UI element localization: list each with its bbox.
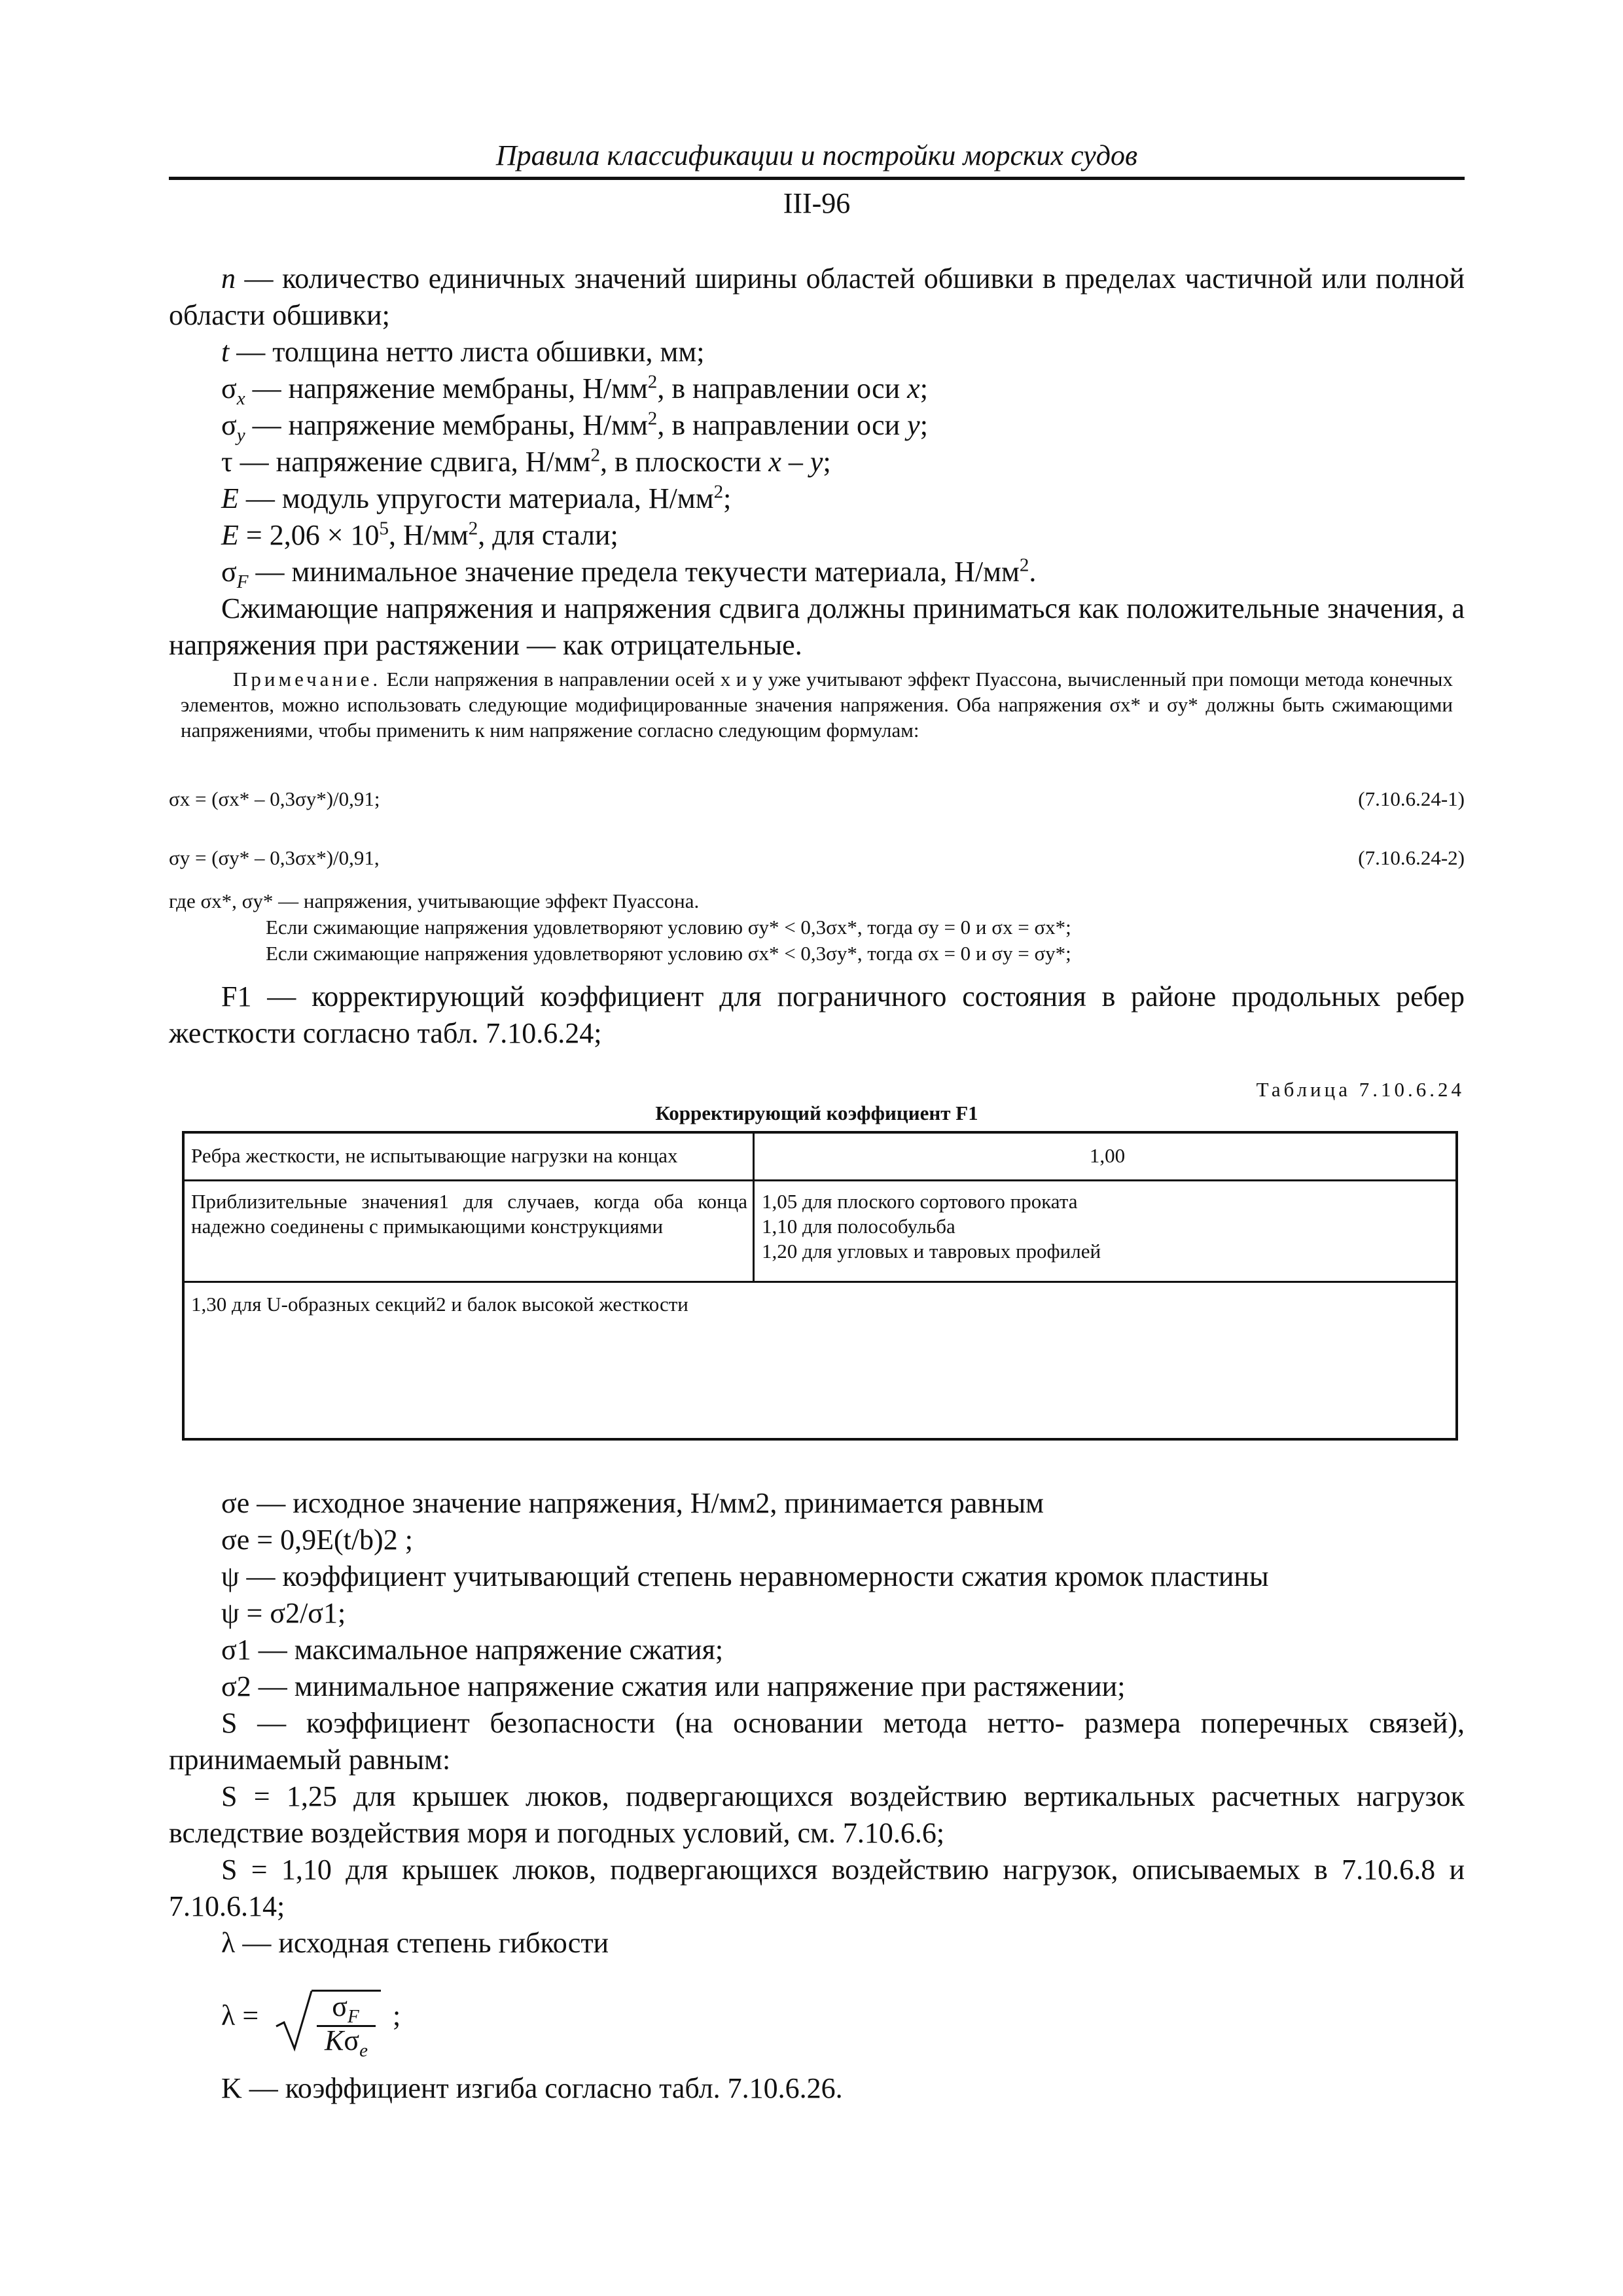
table-row-divider: [185, 1281, 1455, 1283]
note-condition-2: Если сжимающие напряжения удовлетворяют условию σx* < 0,3σy*, тогда σx = 0 и σy = σy*;: [266, 942, 1071, 965]
def-sigma-e: σe — исходное значение напряжения, Н/мм2, принимается равным: [221, 1487, 1044, 1519]
table-cell: [762, 1189, 1455, 1264]
table-cell: 1,00: [1089, 1144, 1126, 1167]
def-E-value: $E = 2,06 \times 10^5$, $Н/мм^2$, для стали;: [221, 518, 618, 551]
formula-lambda: λ = $\sigma_F$ $K\sigma_e$ ;: [221, 1983, 483, 2055]
header-rule: [169, 177, 1465, 180]
def-sigma-x: $\sigma_x$ — напряжение мембраны, $Н/мм^2$, в направлении оси x;: [221, 371, 928, 409]
def-K: K — коэффициент изгиба согласно табл. 7.10.6.26.: [221, 2072, 843, 2104]
note-where: где σx*, σy* — напряжения, учитывающие эффект Пуассона.: [169, 889, 700, 912]
page-number: III-96: [783, 187, 851, 219]
table-cell-line: 1,10 для полособульба: [762, 1215, 955, 1238]
table-col-divider: [753, 1134, 755, 1281]
table-cell-line: 1,05 для плоского сортового проката: [762, 1190, 1078, 1213]
formula-7-10-6-24-2: σy = (σy* – 0,3σx*)/0,91, (7.10.6.24-2): [169, 846, 1465, 869]
def-sigma-F: $\sigma_F$ — минимальное значение предела текучести материала, $Н/мм^2$.: [221, 554, 1037, 592]
correction-table: [182, 1131, 1458, 1441]
def-sigma-y: $\sigma_y$ — напряжение мембраны, $Н/мм^2$, в направлении оси y;: [221, 408, 928, 446]
table-cell-line: 1,20 для угловых и тавровых профилей: [762, 1240, 1101, 1263]
sqrt-icon: [275, 1988, 314, 2054]
table-row-divider: [185, 1179, 1455, 1181]
table-label: Таблица 7.10.6.24: [1256, 1078, 1465, 1101]
def-t: t — толщина нетто листа обшивки, мм;: [221, 336, 705, 368]
def-sigma-2: σ2 — минимальное напряжение сжатия или напряжение при растяжении;: [221, 1670, 1126, 1702]
note-paragraph: Примечание. Если напряжения в направлении осей x и y уже учитывают эффект Пуассона, вычисленный при помощи метода конечных элементов, можно использовать следующие модифицированные значения напряжения. Оба напряжения σx* и σy* должны быть сжимающими напряжениями, чтобы применить к ним напряжение согласно следующим формулам:: [181, 668, 1454, 742]
def-tau: τ — напряжение сдвига, $Н/мм^2$, в плоскости x – y;: [221, 444, 831, 478]
def-n: n — количество единичных значений ширины областей обшивки в пределах частичной или полной области обшивки;: [169, 262, 1465, 331]
running-header: Правила классификации и постройки морских судов: [495, 139, 1138, 171]
formula-sigma-e: σe = 0,9E(t/b)2 ;: [221, 1524, 413, 1556]
def-S: S — коэффициент безопасности (на основании метода нетто- размера поперечных связей), принимаемый равным:: [169, 1707, 1465, 1776]
def-S-125: S = 1,25 для крышек люков, подвергающихся воздействию вертикальных расчетных нагрузок вследствие воздействия моря и погодных условий, см. 7.10.6.6;: [169, 1780, 1465, 1849]
compress-paragraph: Сжимающие напряжения и напряжения сдвига должны приниматься как положительные значения, а напряжения при растяжении — как отрицательные.: [169, 592, 1465, 661]
def-psi: ψ — коэффициент учитывающий степень неравномерности сжатия кромок пластины: [221, 1560, 1269, 1592]
def-E: E — модуль упругости материала, $Н/мм^2$;: [221, 481, 732, 514]
def-sigma-1: σ1 — максимальное напряжение сжатия;: [221, 1634, 724, 1666]
table-cell: Ребра жесткости, не испытывающие нагрузки на концах: [191, 1144, 678, 1167]
table-title: Корректирующий коэффициент F1: [655, 1102, 978, 1124]
table-cell: 1,30 для U-образных секций2 и балок высокой жесткости: [191, 1293, 688, 1316]
table-cell: Приблизительные значения1 для случаев, когда оба конца надежно соединены с примыкающими конструкциями: [191, 1190, 747, 1238]
def-S-110: S = 1,10 для крышек люков, подвергающихся воздействию нагрузок, описываемых в 7.10.6.8 и 7.10.6.14;: [169, 1854, 1465, 1922]
def-F1: F1 — корректирующий коэффициент для пограничного состояния в районе продольных ребер жесткости согласно табл. 7.10.6.24;: [169, 980, 1465, 1049]
formula-7-10-6-24-1: σx = (σx* – 0,3σy*)/0,91; (7.10.6.24-1): [169, 787, 1465, 810]
note-condition-1: Если сжимающие напряжения удовлетворяют условию σy* < 0,3σx*, тогда σy = 0 и σx = σx*;: [266, 916, 1071, 939]
def-lambda: λ — исходная степень гибкости: [221, 1927, 609, 1959]
formula-psi: ψ = σ2/σ1;: [221, 1597, 346, 1629]
